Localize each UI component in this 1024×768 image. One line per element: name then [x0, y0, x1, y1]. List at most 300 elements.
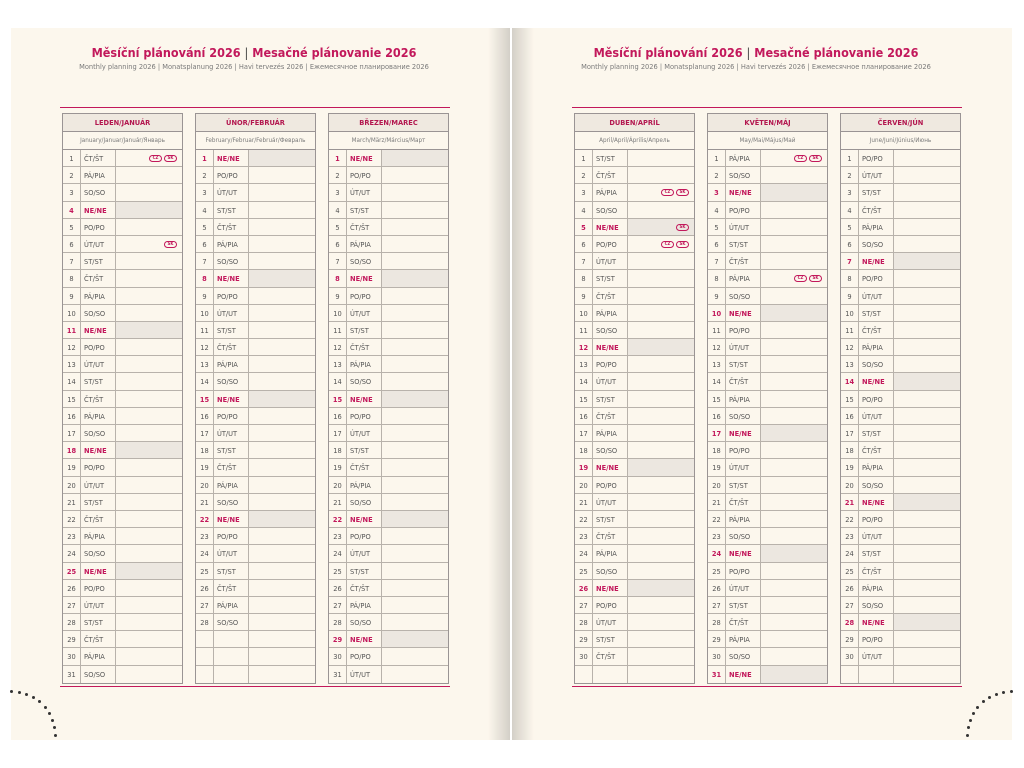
day-row[interactable] — [329, 648, 448, 665]
column-divider — [760, 442, 761, 458]
day-row[interactable] — [329, 356, 448, 373]
day-row[interactable] — [196, 408, 315, 425]
day-number: 27 — [575, 597, 593, 613]
cz-holiday-icon: CZ — [661, 241, 674, 248]
day-row[interactable] — [575, 631, 694, 648]
day-row[interactable] — [841, 288, 960, 305]
day-row[interactable] — [329, 580, 448, 597]
day-row[interactable] — [63, 373, 182, 390]
day-row[interactable] — [329, 528, 448, 545]
day-row[interactable] — [708, 167, 827, 184]
column-divider — [627, 184, 628, 200]
day-number: 25 — [708, 563, 726, 579]
day-row[interactable] — [841, 425, 960, 442]
day-number: 12 — [575, 339, 593, 355]
day-row[interactable] — [708, 648, 827, 665]
column-divider — [381, 270, 382, 286]
day-row[interactable] — [575, 648, 694, 665]
day-row[interactable] — [196, 305, 315, 322]
day-row[interactable] — [329, 614, 448, 631]
day-row[interactable] — [708, 614, 827, 631]
weekday-label: ÚT/UT — [862, 291, 883, 301]
day-row[interactable] — [63, 356, 182, 373]
day-number — [196, 631, 214, 647]
day-row[interactable] — [841, 631, 960, 648]
column-divider — [760, 356, 761, 372]
day-row[interactable] — [329, 494, 448, 511]
day-row[interactable] — [196, 648, 315, 665]
day-row[interactable] — [575, 408, 694, 425]
day-row[interactable] — [63, 425, 182, 442]
footer-rule — [572, 686, 962, 687]
day-row[interactable] — [841, 477, 960, 494]
day-row[interactable] — [196, 511, 315, 528]
day-row[interactable] — [708, 339, 827, 356]
column-divider — [760, 511, 761, 527]
day-row[interactable] — [841, 219, 960, 236]
day-row[interactable] — [329, 545, 448, 562]
day-row[interactable] — [196, 253, 315, 270]
weekday-label: ST/ST — [729, 360, 748, 370]
column-divider — [115, 373, 116, 389]
day-row[interactable] — [841, 150, 960, 167]
weekday-label: PÁ/PIA — [729, 635, 750, 645]
day-row[interactable] — [708, 528, 827, 545]
day-row[interactable] — [196, 666, 315, 683]
day-row[interactable] — [575, 167, 694, 184]
day-row[interactable] — [329, 459, 448, 476]
weekday-label: PO/PO — [596, 480, 617, 490]
day-row[interactable] — [575, 150, 694, 167]
day-row[interactable] — [329, 167, 448, 184]
column-divider — [115, 614, 116, 630]
day-number: 6 — [196, 236, 214, 252]
day-number: 17 — [841, 425, 859, 441]
day-row[interactable] — [196, 339, 315, 356]
day-row[interactable] — [63, 494, 182, 511]
weekday-label: PO/PO — [596, 239, 617, 249]
day-row[interactable] — [196, 614, 315, 631]
day-row[interactable] — [329, 408, 448, 425]
day-number: 14 — [329, 373, 347, 389]
day-row[interactable] — [708, 580, 827, 597]
column-divider — [627, 270, 628, 286]
day-row[interactable] — [708, 408, 827, 425]
day-row[interactable] — [575, 545, 694, 562]
day-number: 8 — [575, 270, 593, 286]
sunday-shading — [761, 666, 827, 683]
sunday-shading — [382, 631, 448, 647]
day-row[interactable] — [63, 597, 182, 614]
day-row[interactable] — [841, 270, 960, 287]
day-number: 4 — [196, 202, 214, 218]
dot — [53, 726, 56, 729]
column-divider — [627, 631, 628, 647]
day-row[interactable] — [196, 459, 315, 476]
day-row[interactable] — [63, 545, 182, 562]
weekday-label: ÚT/UT — [350, 549, 371, 559]
day-row[interactable] — [575, 305, 694, 322]
day-row[interactable] — [841, 614, 960, 631]
day-number: 3 — [63, 184, 81, 200]
day-row[interactable] — [329, 631, 448, 648]
day-row[interactable] — [196, 425, 315, 442]
weekday-label: SO/SO — [729, 532, 751, 542]
day-row[interactable] — [575, 563, 694, 580]
day-number: 31 — [329, 666, 347, 683]
day-number: 7 — [575, 253, 593, 269]
weekday-label: ÚT/UT — [596, 497, 617, 507]
day-row[interactable] — [196, 494, 315, 511]
day-row[interactable] — [708, 270, 827, 287]
column-divider — [115, 339, 116, 355]
day-row[interactable] — [841, 648, 960, 665]
holiday-markers — [794, 155, 822, 162]
day-number: 25 — [841, 563, 859, 579]
day-number: 10 — [708, 305, 726, 321]
day-row[interactable] — [329, 511, 448, 528]
weekday-label: SO/SO — [350, 618, 372, 628]
day-row[interactable] — [63, 322, 182, 339]
day-row[interactable] — [708, 202, 827, 219]
day-number: 4 — [841, 202, 859, 218]
day-row[interactable] — [63, 631, 182, 648]
column-divider — [381, 580, 382, 596]
day-row[interactable] — [329, 477, 448, 494]
day-row[interactable] — [575, 219, 694, 236]
day-row[interactable] — [841, 511, 960, 528]
day-row[interactable] — [841, 528, 960, 545]
weekday-label: NE/NE — [217, 274, 240, 284]
day-row[interactable] — [63, 167, 182, 184]
day-row[interactable] — [329, 202, 448, 219]
day-row[interactable] — [63, 219, 182, 236]
day-row[interactable] — [63, 236, 182, 253]
day-row[interactable] — [575, 511, 694, 528]
day-row[interactable] — [575, 236, 694, 253]
column-divider — [381, 356, 382, 372]
weekday-label: SO/SO — [862, 480, 884, 490]
day-row[interactable] — [708, 477, 827, 494]
day-row[interactable] — [841, 253, 960, 270]
column-divider — [760, 322, 761, 338]
day-row[interactable] — [196, 580, 315, 597]
day-row[interactable] — [196, 202, 315, 219]
weekday-label: ÚT/UT — [862, 532, 883, 542]
day-number: 17 — [196, 425, 214, 441]
day-row[interactable] — [708, 597, 827, 614]
weekday-label: NE/NE — [217, 394, 240, 404]
day-row[interactable] — [63, 477, 182, 494]
gutter-shadow — [512, 28, 534, 740]
day-number: 31 — [708, 666, 726, 683]
day-row[interactable] — [575, 459, 694, 476]
day-row[interactable] — [841, 167, 960, 184]
day-number: 20 — [329, 477, 347, 493]
day-row[interactable] — [841, 666, 960, 683]
holiday-markers — [794, 275, 822, 282]
column-divider — [248, 580, 249, 596]
weekday-label: ÚT/UT — [350, 669, 371, 679]
column-divider — [760, 648, 761, 664]
day-row[interactable] — [329, 150, 448, 167]
day-row[interactable] — [841, 545, 960, 562]
day-row[interactable] — [575, 356, 694, 373]
day-row[interactable] — [841, 236, 960, 253]
day-row[interactable] — [708, 373, 827, 390]
month-translations: May/Mai/Május/Май — [708, 132, 827, 150]
day-row[interactable] — [708, 563, 827, 580]
day-row[interactable] — [708, 356, 827, 373]
day-row[interactable] — [63, 580, 182, 597]
day-number: 16 — [63, 408, 81, 424]
column-divider — [760, 408, 761, 424]
day-row[interactable] — [841, 202, 960, 219]
dot — [1010, 690, 1013, 693]
day-row[interactable] — [841, 494, 960, 511]
day-row[interactable] — [575, 580, 694, 597]
column-divider — [893, 236, 894, 252]
day-number: 17 — [708, 425, 726, 441]
day-row[interactable] — [329, 322, 448, 339]
weekday-label: ČT/ŠT — [350, 343, 370, 353]
day-number: 19 — [196, 459, 214, 475]
day-row[interactable] — [63, 391, 182, 408]
weekday-label: PÁ/PIA — [729, 274, 750, 284]
day-row[interactable] — [841, 597, 960, 614]
weekday-label: NE/NE — [862, 497, 885, 507]
day-row[interactable] — [196, 270, 315, 287]
day-number: 20 — [63, 477, 81, 493]
day-row[interactable] — [63, 253, 182, 270]
day-row[interactable] — [329, 425, 448, 442]
day-row[interactable] — [575, 477, 694, 494]
day-number: 6 — [329, 236, 347, 252]
day-row[interactable] — [63, 202, 182, 219]
day-row[interactable] — [63, 563, 182, 580]
day-number: 23 — [196, 528, 214, 544]
day-row[interactable] — [329, 391, 448, 408]
day-row[interactable] — [63, 270, 182, 287]
day-row[interactable] — [329, 666, 448, 683]
day-number: 5 — [708, 219, 726, 235]
weekday-label: PO/PO — [350, 652, 371, 662]
day-row[interactable] — [575, 202, 694, 219]
day-row[interactable] — [575, 322, 694, 339]
day-row[interactable] — [575, 528, 694, 545]
day-row[interactable] — [63, 442, 182, 459]
day-row[interactable] — [196, 477, 315, 494]
day-row[interactable] — [575, 339, 694, 356]
weekday-label: NE/NE — [729, 669, 752, 679]
day-row[interactable] — [196, 528, 315, 545]
page-title: Měsíční plánování 2026 | Mesačné plánovanie 2026 — [91, 45, 417, 60]
day-row[interactable] — [708, 494, 827, 511]
day-row[interactable] — [841, 356, 960, 373]
day-row[interactable] — [708, 253, 827, 270]
day-row[interactable] — [841, 408, 960, 425]
day-row[interactable] — [63, 459, 182, 476]
month-table — [62, 113, 183, 684]
weekday-label: SO/SO — [729, 652, 751, 662]
left-header — [64, 45, 444, 73]
day-row[interactable] — [196, 288, 315, 305]
day-number: 25 — [329, 563, 347, 579]
day-row[interactable] — [575, 253, 694, 270]
day-row[interactable] — [63, 184, 182, 201]
day-row[interactable] — [575, 494, 694, 511]
day-row[interactable] — [708, 666, 827, 683]
day-row[interactable] — [63, 666, 182, 683]
day-row[interactable] — [708, 288, 827, 305]
day-row[interactable] — [63, 528, 182, 545]
day-row[interactable] — [329, 442, 448, 459]
weekday-label: ST/ST — [217, 205, 236, 215]
day-number: 22 — [63, 511, 81, 527]
day-row[interactable] — [575, 288, 694, 305]
day-row[interactable] — [575, 373, 694, 390]
day-number: 27 — [841, 597, 859, 613]
day-row[interactable] — [575, 614, 694, 631]
day-number: 30 — [63, 648, 81, 664]
column-divider — [115, 511, 116, 527]
day-row[interactable] — [708, 184, 827, 201]
weekday-label: ST/ST — [350, 566, 369, 576]
day-row[interactable] — [196, 442, 315, 459]
day-row[interactable] — [329, 288, 448, 305]
weekday-label: ČT/ŠT — [217, 583, 237, 593]
column-divider — [760, 270, 761, 286]
day-row[interactable] — [841, 563, 960, 580]
day-row[interactable] — [841, 322, 960, 339]
day-row[interactable] — [708, 391, 827, 408]
day-row[interactable] — [196, 150, 315, 167]
day-row[interactable] — [575, 425, 694, 442]
day-row[interactable] — [196, 219, 315, 236]
day-row[interactable] — [196, 236, 315, 253]
day-row[interactable] — [841, 305, 960, 322]
weekday-label: ST/ST — [596, 635, 615, 645]
day-row[interactable] — [708, 322, 827, 339]
day-number: 8 — [841, 270, 859, 286]
weekday-label: PO/PO — [862, 154, 883, 163]
day-row[interactable] — [196, 631, 315, 648]
day-row[interactable] — [329, 184, 448, 201]
weekday-label: PO/PO — [350, 411, 371, 421]
day-row[interactable] — [329, 597, 448, 614]
day-number: 13 — [575, 356, 593, 372]
day-row[interactable] — [196, 322, 315, 339]
day-row[interactable] — [63, 288, 182, 305]
day-row[interactable] — [708, 631, 827, 648]
sunday-shading — [116, 442, 182, 458]
day-row[interactable] — [329, 236, 448, 253]
day-row[interactable] — [708, 545, 827, 562]
day-number: 30 — [841, 648, 859, 664]
day-row[interactable] — [708, 305, 827, 322]
day-row[interactable] — [63, 511, 182, 528]
weekday-label: ST/ST — [596, 394, 615, 404]
day-number: 13 — [329, 356, 347, 372]
weekday-label: PO/PO — [596, 360, 617, 370]
column-divider — [760, 597, 761, 613]
day-row[interactable] — [575, 270, 694, 287]
day-row[interactable] — [329, 253, 448, 270]
weekday-label: PÁ/PIA — [217, 360, 238, 370]
day-row[interactable] — [841, 391, 960, 408]
day-row[interactable] — [329, 339, 448, 356]
day-row[interactable] — [63, 408, 182, 425]
day-row[interactable] — [575, 666, 694, 683]
day-row[interactable] — [63, 150, 182, 167]
day-row[interactable] — [575, 184, 694, 201]
day-row[interactable] — [196, 597, 315, 614]
day-number: 4 — [63, 202, 81, 218]
day-row[interactable] — [196, 184, 315, 201]
day-row[interactable] — [329, 373, 448, 390]
weekday-label: SO/SO — [862, 600, 884, 610]
day-row[interactable] — [63, 305, 182, 322]
weekday-label: NE/NE — [84, 446, 107, 456]
day-row[interactable] — [841, 339, 960, 356]
day-row[interactable] — [329, 219, 448, 236]
day-row[interactable] — [841, 442, 960, 459]
month-table — [328, 113, 449, 684]
day-row[interactable] — [196, 373, 315, 390]
day-row[interactable] — [575, 597, 694, 614]
day-number: 17 — [575, 425, 593, 441]
day-row[interactable] — [196, 167, 315, 184]
column-divider — [893, 511, 894, 527]
day-row[interactable] — [708, 511, 827, 528]
day-row[interactable] — [329, 270, 448, 287]
day-row[interactable] — [708, 425, 827, 442]
day-row[interactable] — [196, 391, 315, 408]
day-row[interactable] — [196, 545, 315, 562]
weekday-label: NE/NE — [217, 514, 240, 524]
day-row[interactable] — [841, 373, 960, 390]
day-row[interactable] — [575, 391, 694, 408]
day-number: 1 — [63, 150, 81, 166]
column-divider — [248, 202, 249, 218]
day-row[interactable] — [841, 580, 960, 597]
weekday-label: ČT/ŠT — [84, 514, 104, 524]
month-translations: January/Januar/Január/Январь — [63, 132, 182, 150]
column-divider — [893, 339, 894, 355]
day-number: 16 — [841, 408, 859, 424]
day-row[interactable] — [196, 563, 315, 580]
day-number: 24 — [841, 545, 859, 561]
day-row[interactable] — [196, 356, 315, 373]
day-number: 25 — [575, 563, 593, 579]
day-row[interactable] — [329, 563, 448, 580]
day-row[interactable] — [63, 339, 182, 356]
day-row[interactable] — [329, 305, 448, 322]
day-row[interactable] — [575, 442, 694, 459]
day-row[interactable] — [63, 648, 182, 665]
column-divider — [248, 408, 249, 424]
day-row[interactable] — [841, 184, 960, 201]
day-row[interactable] — [708, 236, 827, 253]
day-row[interactable] — [63, 614, 182, 631]
day-row[interactable] — [708, 459, 827, 476]
sk-holiday-icon: SK — [676, 224, 689, 231]
day-row[interactable] — [708, 150, 827, 167]
day-row[interactable] — [708, 219, 827, 236]
day-row[interactable] — [841, 459, 960, 476]
weekday-label: NE/NE — [862, 377, 885, 387]
day-row[interactable] — [708, 442, 827, 459]
